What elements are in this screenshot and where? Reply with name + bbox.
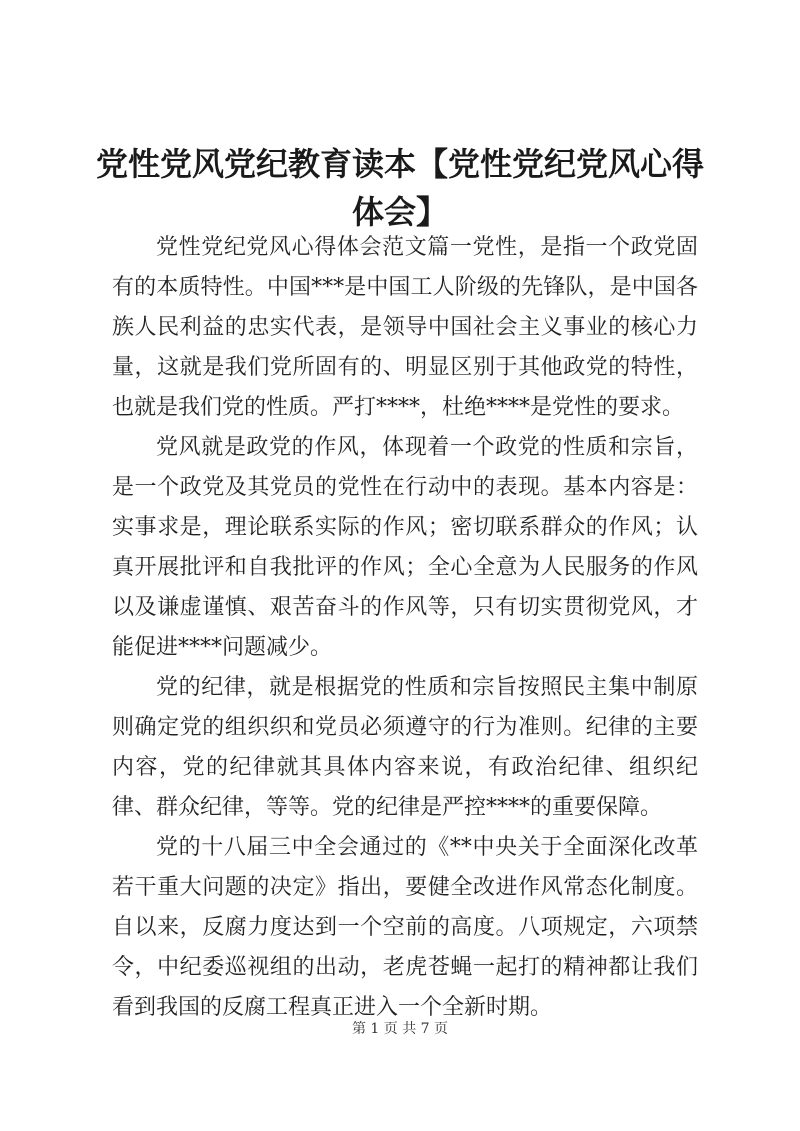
document-body — [112, 228, 698, 1028]
paragraph: 党性党纪党风心得体会范文篇一党性，是指一个政党固有的本质特性。中国***是中国工人阶级的先锋队，是中国各族人民利益的忠实代表，是领导中国社会主义事业的核心力量，这就是我们党所固有的、明显区别于其他政党的特性，也就是我们党的性质。严打****，杜绝****是党性的要求。 — [112, 235, 698, 420]
document-title: 党性党风党纪教育读本【党性党纪党风心得体会】 — [95, 145, 704, 231]
paragraph: 党的纪律，就是根据党的性质和宗旨按照民主集中制原则确定党的组织织和党员必须遵守的行为准则。纪律的主要内容，党的纪律就其具体内容来说，有政治纪律、组织纪律、群众纪律，等等。党的纪律是严控****的重要保障。 — [112, 675, 698, 820]
paragraph: 党风就是政党的作风，体现着一个政党的性质和宗旨，是一个政党及其党员的党性在行动中的表现。基本内容是：实事求是，理论联系实际的作风；密切联系群众的作风；认真开展批评和自我批评的作风；全心全意为人民服务的作风以及谦虚谨慎、艰苦奋斗的作风等，只有切实贯彻党风，才能促进****问题减少。 — [112, 435, 698, 660]
page-number-footer: 第 1 页 共 7 页 — [351, 1021, 449, 1037]
paragraph: 党的十八届三中全会通过的《**中央关于全面深化改革若干重大问题的决定》指出，要健全改进作风常态化制度。自以来，反腐力度达到一个空前的高度。八项规定，六项禁令，中纪委巡视组的出动，老虎苍蝇一起打的精神都让我们看到我国的反腐工程真正进入一个全新时期。 — [112, 835, 698, 1020]
